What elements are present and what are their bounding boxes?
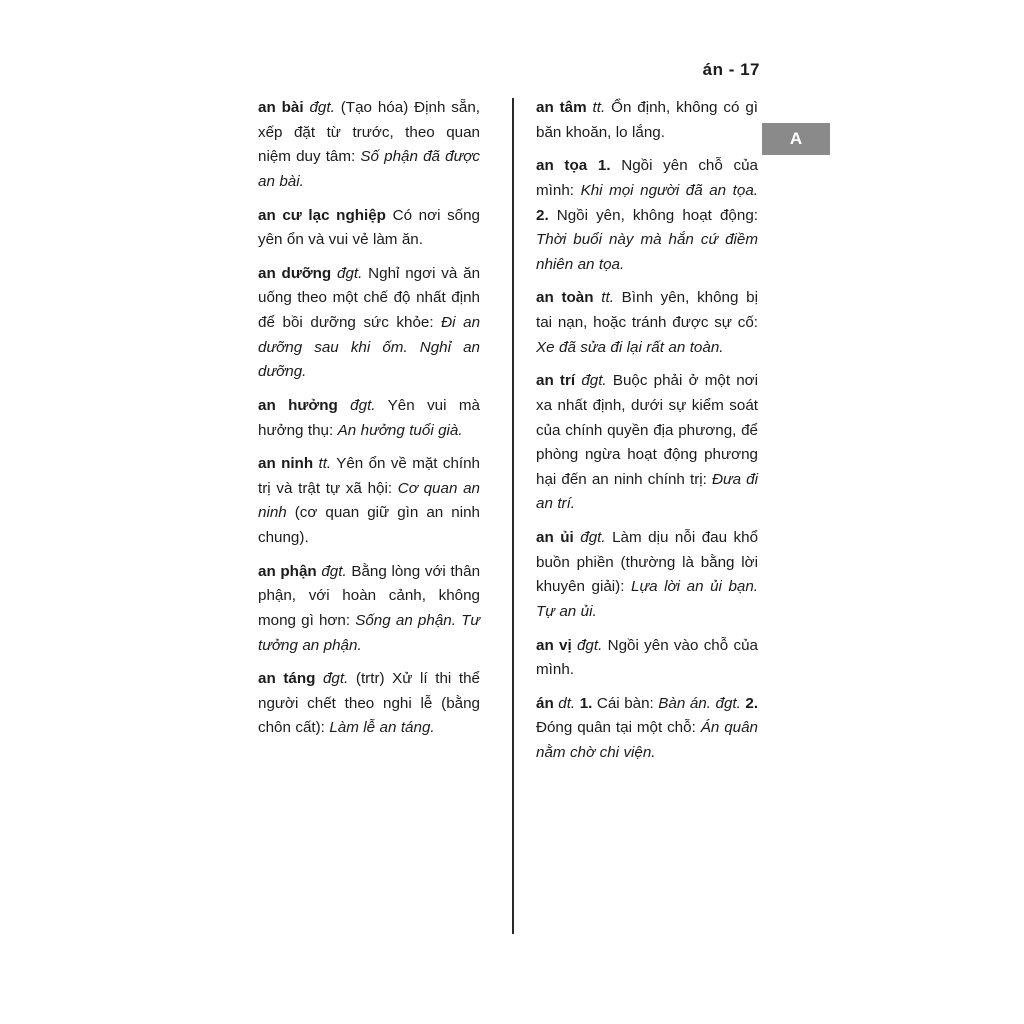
entry-headword: an trí xyxy=(536,372,576,390)
entry-tail: (cơ quan giữ gìn an ninh chung). xyxy=(258,504,480,546)
entry-definition: Bình yên, không bị tai nạn, hoặc tránh được sự cố: xyxy=(536,289,758,331)
entry-definition: Ngồi yên, không hoạt động: xyxy=(556,206,758,224)
entry-example: Xe đã sửa đi lại rất an toàn. xyxy=(536,338,724,356)
entry-pos: đgt. xyxy=(322,670,349,688)
dictionary-entry xyxy=(536,286,758,360)
dictionary-entry xyxy=(258,262,480,385)
entry-definition: (trtr) Xử lí thi thể người chết theo nghi lễ (bằng chôn cất): xyxy=(258,670,480,737)
entry-example: Khi mọi người đã an tọa. xyxy=(580,181,759,199)
entry-definition: Làm dịu nỗi đau khổ buồn phiền (thường là bằng lời khuyên giải): xyxy=(536,529,759,596)
entry-headword: an ninh xyxy=(258,455,314,473)
entry-pos: đgt. xyxy=(337,264,363,282)
dictionary-entry xyxy=(536,692,758,766)
entry-definition: Cái bàn: xyxy=(596,694,654,712)
sense-number: 1. xyxy=(579,694,593,712)
entry-definition: Ngồi yên chỗ của mình: xyxy=(536,157,758,199)
entry-pos: đgt. xyxy=(350,396,376,414)
entry-example: Thời buổi này mà hắn cứ điềm nhiên an tọa. xyxy=(536,231,758,273)
entry-pos: tt. xyxy=(592,99,606,116)
dictionary-entry xyxy=(258,394,480,443)
entry-definition: Buộc phải ở một nơi xa nhất định, dưới sự kiểm soát của chính quyền địa phương, để phòng ngừa hoạt động phương hại đến an ninh chính trị: xyxy=(536,372,759,488)
entry-definition: Ngồi yên vào chỗ của mình. xyxy=(536,636,758,679)
entry-headword: an hưởng xyxy=(258,396,338,414)
dictionary-entry xyxy=(258,667,480,741)
entry-definition: Yên vui mà hưởng thụ: xyxy=(258,396,480,439)
entry-example: Cơ quan an ninh xyxy=(258,479,480,522)
entry-example: Số phận đã được an bài. xyxy=(258,148,480,190)
entry-definition: Có nơi sống yên ổn và vui vẻ làm ăn. xyxy=(258,206,481,249)
entry-pos: tt. xyxy=(601,289,614,307)
dictionary-entry xyxy=(536,154,758,277)
dictionary-entry xyxy=(536,96,758,145)
entry-pos: đgt. xyxy=(580,529,606,546)
sense-number: 2. xyxy=(536,206,549,224)
entry-definition: Yên ổn về mặt chính trị và trật tự xã hội: xyxy=(258,455,481,497)
entry-example: Làm lễ an táng. xyxy=(329,719,435,737)
dictionary-entry xyxy=(536,369,758,517)
entry-example: Bàn án. xyxy=(658,694,711,712)
dictionary-entry xyxy=(258,560,480,659)
entry-headword: an tâm xyxy=(536,99,587,116)
entry-headword: an ủi xyxy=(536,529,574,546)
entry-headword: an dưỡng xyxy=(258,264,332,282)
entry-pos: đgt. xyxy=(581,372,607,390)
entry-example: An hưởng tuổi già. xyxy=(337,421,463,439)
entry-pos: đgt. xyxy=(309,99,335,116)
entry-definition: Đóng quân tại một chỗ: xyxy=(536,719,696,737)
entry-pos: đgt. xyxy=(576,636,603,654)
entry-example: Sống an phận. Tư tưởng an phận. xyxy=(258,611,480,654)
text-columns xyxy=(258,96,758,956)
entry-headword: an phận xyxy=(258,562,317,580)
entry-example: Án quân nằm chờ chi viện. xyxy=(536,719,758,761)
sense-number: 1. xyxy=(597,157,611,175)
dictionary-entry xyxy=(258,96,480,195)
letter-index-tab-label: A xyxy=(789,129,803,148)
entry-pos: dt. xyxy=(558,694,576,712)
entry-headword: an toàn xyxy=(536,289,594,307)
entry-headword: an táng xyxy=(258,670,316,688)
left-column xyxy=(258,96,480,741)
running-head: án - 17 xyxy=(702,60,760,79)
sense-pos: đgt. xyxy=(715,694,741,712)
entry-example: Lựa lời an ủi bạn. Tự an ủi. xyxy=(536,578,759,620)
entry-headword: an bài xyxy=(258,99,304,116)
entry-pos: đgt. xyxy=(321,562,347,580)
entry-definition: Nghỉ ngơi và ăn uống theo một chế độ nhất định để bồi dưỡng sức khỏe: xyxy=(258,264,481,331)
entry-headword: an cư lạc nghiệp xyxy=(258,206,386,224)
entry-headword: an tọa xyxy=(536,157,588,175)
entry-headword: án xyxy=(536,694,554,712)
column-divider xyxy=(512,98,514,934)
dictionary-entry xyxy=(536,634,758,683)
entry-example: Đưa đi an trí. xyxy=(536,470,759,513)
entry-example: Đi an dưỡng sau khi ốm. Nghỉ an dưỡng. xyxy=(258,314,481,381)
dictionary-entry xyxy=(258,204,480,253)
dictionary-entry xyxy=(536,526,758,625)
right-column xyxy=(536,96,758,766)
sense-number: 2. xyxy=(745,694,759,712)
entry-definition: (Tạo hóa) Định sẵn, xếp đặt từ trước, theo quan niệm duy tâm: xyxy=(258,99,481,166)
entry-definition: Bằng lòng với thân phận, với hoàn cảnh, không mong gì hơn: xyxy=(258,562,481,629)
entry-headword: an vị xyxy=(536,636,572,654)
entry-definition: Ổn định, không có gì băn khoăn, lo lắng. xyxy=(536,99,759,141)
entry-pos: tt. xyxy=(318,455,332,473)
letter-index-tab[interactable] xyxy=(762,123,830,155)
dictionary-entry xyxy=(258,452,480,551)
